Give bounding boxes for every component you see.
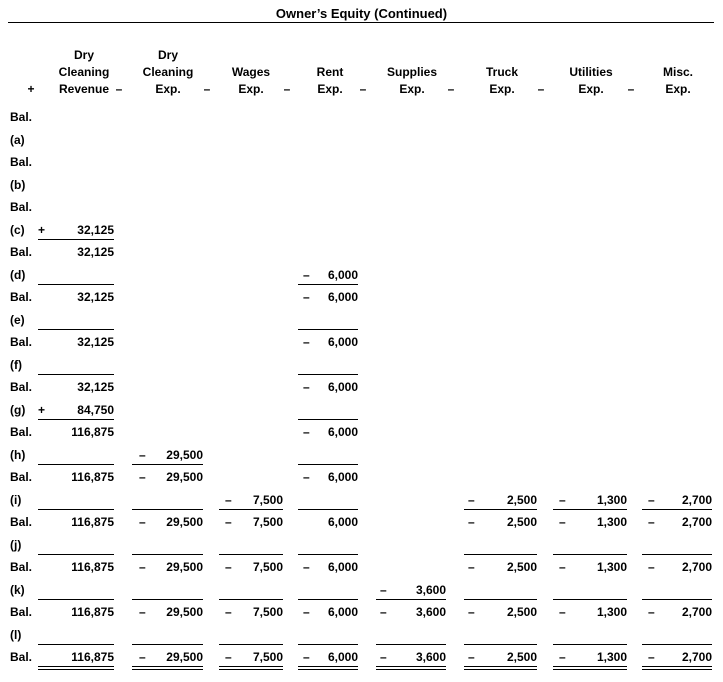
row-label: (j) — [10, 538, 22, 552]
ledger-cell-misc — [648, 493, 712, 507]
ledger-cell-rent — [303, 560, 358, 574]
ledger-cell-revenue — [38, 515, 114, 529]
row-label: (i) — [10, 493, 22, 507]
cell-sign: – — [303, 605, 310, 619]
cell-sign: – — [559, 605, 566, 619]
cell-amount: 2,700 — [681, 605, 712, 619]
column-header-wages: Exp. — [238, 82, 264, 96]
ledger-cell-wages — [225, 605, 283, 619]
double-underline-utilities — [553, 669, 627, 670]
underline-wages — [219, 644, 283, 645]
ledger-cell-wages — [225, 515, 283, 529]
underline-dry_exp — [132, 464, 203, 465]
row-label: Bal. — [10, 155, 33, 169]
cell-sign: – — [559, 493, 566, 507]
cell-sign: – — [225, 493, 232, 507]
row-label: (b) — [10, 178, 26, 192]
cell-amount: 29,500 — [166, 605, 203, 619]
ledger-cell-dry_exp — [139, 560, 203, 574]
cell-amount: 32,125 — [77, 290, 114, 304]
cell-amount: 32,125 — [77, 223, 114, 237]
column-header-rent: Exp. — [317, 82, 343, 96]
cell-sign: – — [380, 583, 387, 597]
cell-amount: 29,500 — [166, 560, 203, 574]
cell-sign: – — [139, 515, 146, 529]
row-label: Bal. — [10, 605, 33, 619]
ledger-cell-dry_exp — [139, 448, 203, 462]
cell-amount: 6,000 — [327, 335, 358, 349]
ledger-cell-misc — [648, 515, 712, 529]
ledger-cell-rent — [303, 290, 358, 304]
ledger-cell-revenue — [38, 290, 114, 304]
underline-revenue — [38, 419, 114, 420]
cell-amount: 2,700 — [681, 515, 712, 529]
double-underline-rent — [298, 669, 358, 670]
underline-wages — [219, 599, 283, 600]
cell-amount: 116,875 — [71, 425, 114, 439]
ledger-cell-rent — [303, 650, 358, 664]
underline-rent — [298, 419, 358, 420]
ledger-cell-revenue — [38, 223, 114, 237]
cell-amount: 32,125 — [77, 335, 114, 349]
ledger-cell-truck — [468, 493, 537, 507]
cell-amount: 6,000 — [327, 560, 358, 574]
column-sign-dry_exp: – — [115, 82, 123, 96]
cell-amount: 7,500 — [252, 493, 283, 507]
ledger-cell-revenue — [38, 425, 114, 439]
column-sign-wages: – — [203, 82, 211, 96]
title-underline — [8, 22, 714, 23]
underline-rent — [298, 554, 358, 555]
ledger-cell-rent — [303, 268, 358, 282]
underline-dry_exp — [132, 554, 203, 555]
underline-supplies — [376, 644, 446, 645]
underline-utilities — [553, 644, 627, 645]
underline-rent — [298, 509, 358, 510]
cell-sign: – — [225, 515, 232, 529]
ledger-cell-dry_exp — [139, 515, 203, 529]
cell-amount: 2,500 — [506, 650, 537, 664]
underline-rent — [298, 464, 358, 465]
cell-sign: – — [139, 650, 146, 664]
cell-sign: – — [648, 515, 655, 529]
ledger-cell-revenue — [38, 650, 114, 664]
cell-amount: 3,600 — [415, 650, 446, 664]
cell-amount: 1,300 — [596, 605, 627, 619]
cell-amount: 6,000 — [327, 290, 358, 304]
cell-sign: – — [380, 650, 387, 664]
cell-sign: – — [468, 560, 475, 574]
cell-sign: – — [468, 650, 475, 664]
column-header-revenue: Dry — [73, 48, 94, 62]
ledger-cell-misc — [648, 605, 712, 619]
ledger-cell-revenue — [38, 380, 114, 394]
row-label: Bal. — [10, 110, 33, 124]
double-underline-utilities — [553, 666, 627, 667]
cell-sign: – — [303, 470, 310, 484]
underline-revenue — [38, 599, 114, 600]
cell-amount: 7,500 — [252, 650, 283, 664]
ledger-cell-misc — [648, 560, 712, 574]
column-header-utilities: Exp. — [578, 82, 604, 96]
column-sign-supplies: – — [359, 82, 367, 96]
cell-sign: – — [303, 650, 310, 664]
cell-amount: 1,300 — [596, 493, 627, 507]
cell-amount: 6,000 — [327, 605, 358, 619]
double-underline-supplies — [376, 669, 446, 670]
ledger-cell-utilities — [559, 650, 627, 664]
cell-amount: 6,000 — [327, 425, 358, 439]
ledger-cell-revenue — [38, 335, 114, 349]
cell-amount: 84,750 — [77, 403, 114, 417]
column-header-revenue: Revenue — [58, 82, 110, 96]
column-header-rent: Rent — [316, 65, 344, 79]
column-header-revenue: Cleaning — [58, 65, 110, 79]
cell-amount: 29,500 — [166, 515, 203, 529]
underline-truck — [464, 599, 537, 600]
underline-misc — [642, 599, 712, 600]
underline-dry_exp — [132, 509, 203, 510]
underline-revenue — [38, 284, 114, 285]
double-underline-rent — [298, 666, 358, 667]
underline-supplies — [376, 599, 446, 600]
ledger-cell-rent — [303, 335, 358, 349]
cell-sign: – — [380, 605, 387, 619]
cell-amount: 2,500 — [506, 560, 537, 574]
underline-rent — [298, 284, 358, 285]
ledger-cell-rent — [303, 515, 358, 529]
row-label: (g) — [10, 403, 26, 417]
cell-amount: 116,875 — [71, 560, 114, 574]
column-header-truck: Truck — [485, 65, 518, 79]
underline-rent — [298, 599, 358, 600]
cell-sign: – — [303, 425, 310, 439]
column-sign-revenue: + — [27, 82, 35, 96]
double-underline-dry_exp — [132, 666, 203, 667]
double-underline-wages — [219, 666, 283, 667]
ledger-cell-supplies — [380, 605, 446, 619]
column-header-truck: Exp. — [489, 82, 515, 96]
underline-revenue — [38, 239, 114, 240]
row-label: (a) — [10, 133, 25, 147]
cell-amount: 2,500 — [506, 515, 537, 529]
underline-misc — [642, 644, 712, 645]
cell-amount: 2,700 — [681, 650, 712, 664]
cell-amount: 116,875 — [71, 470, 114, 484]
double-underline-revenue — [38, 666, 114, 667]
cell-amount: 2,700 — [681, 560, 712, 574]
row-label: (h) — [10, 448, 26, 462]
underline-dry_exp — [132, 599, 203, 600]
ledger-cell-rent — [303, 380, 358, 394]
column-header-dry_exp: Dry — [157, 48, 178, 62]
cell-amount: 2,700 — [681, 493, 712, 507]
underline-rent — [298, 644, 358, 645]
underline-rent — [298, 329, 358, 330]
underline-revenue — [38, 464, 114, 465]
underline-revenue — [38, 644, 114, 645]
underline-utilities — [553, 599, 627, 600]
cell-sign: – — [648, 560, 655, 574]
ledger-cell-misc — [648, 650, 712, 664]
cell-sign: – — [303, 380, 310, 394]
page-title: Owner’s Equity (Continued) — [275, 6, 448, 21]
double-underline-misc — [642, 669, 712, 670]
cell-amount: 6,000 — [327, 470, 358, 484]
cell-sign: – — [225, 605, 232, 619]
double-underline-truck — [464, 666, 537, 667]
ledger-cell-dry_exp — [139, 605, 203, 619]
cell-sign: – — [139, 605, 146, 619]
cell-sign: – — [225, 650, 232, 664]
cell-amount: 1,300 — [596, 560, 627, 574]
column-header-dry_exp: Cleaning — [142, 65, 194, 79]
ledger-cell-truck — [468, 560, 537, 574]
underline-utilities — [553, 554, 627, 555]
column-sign-truck: – — [447, 82, 455, 96]
cell-sign: – — [303, 335, 310, 349]
cell-sign: – — [559, 560, 566, 574]
row-label: (f) — [10, 358, 22, 372]
cell-sign: – — [303, 268, 310, 282]
cell-amount: 116,875 — [71, 650, 114, 664]
row-label: (c) — [10, 223, 25, 237]
row-label: Bal. — [10, 515, 33, 529]
cell-sign: – — [303, 560, 310, 574]
underline-truck — [464, 554, 537, 555]
underline-revenue — [38, 509, 114, 510]
cell-amount: 7,500 — [252, 515, 283, 529]
cell-sign: + — [38, 223, 46, 237]
row-label: (e) — [10, 313, 25, 327]
ledger-cell-utilities — [559, 560, 627, 574]
cell-amount: 32,125 — [77, 245, 114, 259]
column-sign-rent: – — [283, 82, 291, 96]
cell-sign: – — [648, 650, 655, 664]
cell-sign: – — [303, 290, 310, 304]
cell-sign: – — [648, 493, 655, 507]
row-label: Bal. — [10, 245, 33, 259]
cell-sign: – — [225, 560, 232, 574]
column-header-misc: Exp. — [665, 82, 691, 96]
cell-amount: 2,500 — [506, 493, 537, 507]
cell-sign: – — [559, 650, 566, 664]
column-sign-utilities: – — [537, 82, 545, 96]
ledger-cell-supplies — [380, 650, 446, 664]
underline-truck — [464, 509, 537, 510]
ledger-cell-revenue — [38, 605, 114, 619]
cell-sign: – — [139, 470, 146, 484]
column-header-wages: Wages — [231, 65, 271, 79]
ledger-cell-wages — [225, 650, 283, 664]
ledger-cell-supplies — [380, 583, 446, 597]
underline-truck — [464, 644, 537, 645]
cell-sign: – — [468, 515, 475, 529]
cell-sign: – — [139, 448, 146, 462]
ledger-cell-truck — [468, 650, 537, 664]
cell-amount: 6,000 — [327, 650, 358, 664]
double-underline-supplies — [376, 666, 446, 667]
double-underline-dry_exp — [132, 669, 203, 670]
cell-amount: 1,300 — [596, 650, 627, 664]
cell-amount: 6,000 — [327, 380, 358, 394]
row-label: Bal. — [10, 560, 33, 574]
double-underline-revenue — [38, 669, 114, 670]
ledger-cell-revenue — [38, 403, 114, 417]
ledger-cell-rent — [303, 425, 358, 439]
underline-dry_exp — [132, 644, 203, 645]
ledger-cell-dry_exp — [139, 650, 203, 664]
column-header-misc: Misc. — [662, 65, 693, 79]
ledger-cell-truck — [468, 605, 537, 619]
cell-amount: 1,300 — [596, 515, 627, 529]
cell-sign: – — [468, 493, 475, 507]
row-label: (d) — [10, 268, 26, 282]
row-label: Bal. — [10, 650, 33, 664]
cell-amount: 29,500 — [166, 470, 203, 484]
ledger-cell-utilities — [559, 605, 627, 619]
row-label: Bal. — [10, 425, 33, 439]
cell-amount: 6,000 — [327, 515, 358, 529]
column-header-supplies: Exp. — [399, 82, 425, 96]
cell-sign: + — [38, 403, 46, 417]
underline-wages — [219, 509, 283, 510]
ledger-cell-rent — [303, 470, 358, 484]
cell-sign: – — [648, 605, 655, 619]
column-header-supplies: Supplies — [386, 65, 437, 79]
cell-sign: – — [559, 515, 566, 529]
ledger-cell-utilities — [559, 493, 627, 507]
ledger-cell-truck — [468, 515, 537, 529]
column-header-utilities: Utilities — [569, 65, 613, 79]
ledger-cell-rent — [303, 605, 358, 619]
row-label: (l) — [10, 628, 22, 642]
underline-revenue — [38, 374, 114, 375]
row-label: (k) — [10, 583, 25, 597]
row-label: Bal. — [10, 380, 33, 394]
underline-misc — [642, 509, 712, 510]
cell-amount: 32,125 — [77, 380, 114, 394]
underline-misc — [642, 554, 712, 555]
row-label: Bal. — [10, 200, 33, 214]
ledger-cell-revenue — [38, 470, 114, 484]
cell-amount: 7,500 — [252, 605, 283, 619]
row-label: Bal. — [10, 470, 33, 484]
underline-utilities — [553, 509, 627, 510]
cell-amount: 7,500 — [252, 560, 283, 574]
cell-amount: 116,875 — [71, 605, 114, 619]
underline-revenue — [38, 554, 114, 555]
cell-sign: – — [468, 605, 475, 619]
cell-amount: 6,000 — [327, 268, 358, 282]
row-label: Bal. — [10, 335, 33, 349]
column-sign-misc: – — [627, 82, 635, 96]
double-underline-misc — [642, 666, 712, 667]
cell-amount: 2,500 — [506, 605, 537, 619]
ledger-cell-utilities — [559, 515, 627, 529]
column-header-dry_exp: Exp. — [155, 82, 181, 96]
ledger-cell-revenue — [38, 560, 114, 574]
cell-amount: 3,600 — [415, 583, 446, 597]
underline-rent — [298, 374, 358, 375]
underline-wages — [219, 554, 283, 555]
ledger-cell-wages — [225, 560, 283, 574]
ledger-cell-revenue — [38, 245, 114, 259]
cell-amount: 3,600 — [415, 605, 446, 619]
double-underline-wages — [219, 669, 283, 670]
ledger-cell-dry_exp — [139, 470, 203, 484]
cell-amount: 29,500 — [166, 448, 203, 462]
row-label: Bal. — [10, 290, 33, 304]
underline-revenue — [38, 329, 114, 330]
cell-amount: 116,875 — [71, 515, 114, 529]
double-underline-truck — [464, 669, 537, 670]
cell-amount: 29,500 — [166, 650, 203, 664]
ledger-cell-wages — [225, 493, 283, 507]
cell-sign: – — [139, 560, 146, 574]
